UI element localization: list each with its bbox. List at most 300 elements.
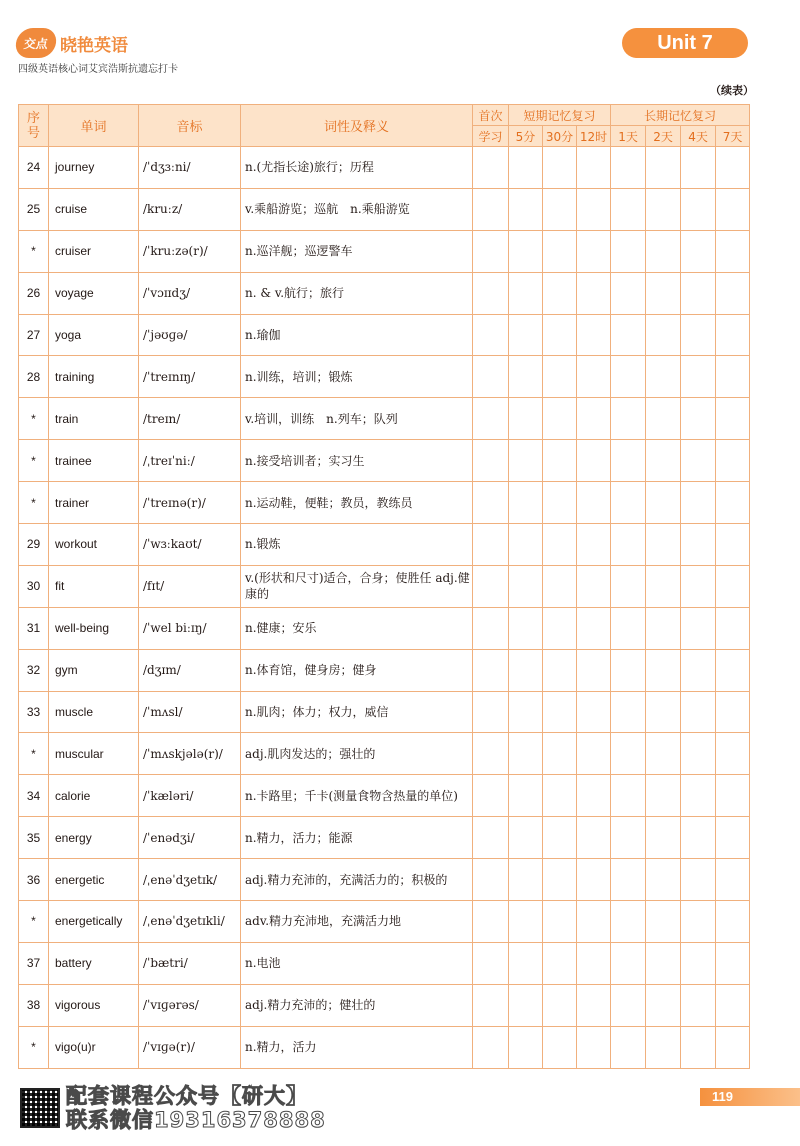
row-number: 30 [19,565,49,607]
first-study-checkbox[interactable] [473,524,509,566]
row-phonetic: /ˈvɔɪɪdʒ/ [139,272,241,314]
review-checkbox[interactable] [681,901,716,943]
review-checkbox[interactable] [543,230,577,272]
row-number: 31 [19,607,49,649]
review-checkbox[interactable] [611,607,646,649]
row-definition: n.卡路里；千卡(测量食物含热量的单位) [241,775,473,817]
row-phonetic: /ˌenəˈdʒetɪkli/ [139,901,241,943]
review-checkbox[interactable] [646,482,681,524]
review-checkbox[interactable] [543,607,577,649]
review-checkbox[interactable] [543,775,577,817]
row-number: * [19,1026,49,1068]
row-phonetic: /ˈvɪɡə(r)/ [139,1026,241,1068]
table-row [19,147,750,189]
review-checkbox[interactable] [646,356,681,398]
review-checkbox[interactable] [681,524,716,566]
review-checkbox[interactable] [716,482,750,524]
row-word: vigo(u)r [49,1026,139,1068]
row-definition: n.锻炼 [241,524,473,566]
table-row [19,817,750,859]
row-word: battery [49,942,139,984]
table-row [19,691,750,733]
review-checkbox[interactable] [716,188,750,230]
table-row [19,984,750,1026]
review-checkbox[interactable] [681,817,716,859]
review-checkbox[interactable] [646,147,681,189]
first-study-checkbox[interactable] [473,607,509,649]
row-number: 26 [19,272,49,314]
review-checkbox[interactable] [543,314,577,356]
review-checkbox[interactable] [611,188,646,230]
row-word: trainer [49,482,139,524]
review-checkbox[interactable] [577,649,611,691]
review-checkbox[interactable] [509,901,543,943]
review-checkbox[interactable] [509,649,543,691]
review-checkbox[interactable] [577,272,611,314]
row-definition: n.健康；安乐 [241,607,473,649]
review-checkbox[interactable] [716,565,750,607]
first-study-checkbox[interactable] [473,398,509,440]
first-study-checkbox[interactable] [473,984,509,1026]
review-checkbox[interactable] [646,565,681,607]
row-number: * [19,901,49,943]
footer-line-1: 配套课程公众号【研大】 [66,1084,308,1108]
continued-label: （续表） [710,84,754,97]
review-checkbox[interactable] [646,188,681,230]
row-definition: n.体育馆，健身房；健身 [241,649,473,691]
review-checkbox[interactable] [611,524,646,566]
review-checkbox[interactable] [509,398,543,440]
review-checkbox[interactable] [716,733,750,775]
row-definition: adj.精力充沛的，充满活力的；积极的 [241,859,473,901]
table-row [19,188,750,230]
review-checkbox[interactable] [543,691,577,733]
review-checkbox[interactable] [646,398,681,440]
row-phonetic: /ˈenədʒi/ [139,817,241,859]
review-checkbox[interactable] [716,859,750,901]
row-number: 38 [19,984,49,1026]
review-checkbox[interactable] [611,733,646,775]
row-word: calorie [49,775,139,817]
review-checkbox[interactable] [716,147,750,189]
review-checkbox[interactable] [646,272,681,314]
row-phonetic: /treɪn/ [139,398,241,440]
first-study-checkbox[interactable] [473,482,509,524]
review-checkbox[interactable] [577,984,611,1026]
header-index: 序 号 [19,105,49,147]
review-checkbox[interactable] [509,775,543,817]
table-row [19,775,750,817]
first-study-checkbox[interactable] [473,942,509,984]
table-row [19,942,750,984]
review-checkbox[interactable] [611,775,646,817]
review-checkbox[interactable] [577,356,611,398]
review-checkbox[interactable] [646,440,681,482]
first-study-checkbox[interactable] [473,440,509,482]
review-checkbox[interactable] [681,775,716,817]
first-study-checkbox[interactable] [473,649,509,691]
first-study-checkbox[interactable] [473,733,509,775]
row-phonetic: /ˈmʌskjələ(r)/ [139,733,241,775]
first-study-checkbox[interactable] [473,356,509,398]
review-checkbox[interactable] [611,147,646,189]
review-checkbox[interactable] [681,482,716,524]
review-checkbox[interactable] [646,314,681,356]
review-checkbox[interactable] [646,859,681,901]
row-number: * [19,482,49,524]
first-study-checkbox[interactable] [473,817,509,859]
review-checkbox[interactable] [716,607,750,649]
row-phonetic: /ˌtreɪˈniː/ [139,440,241,482]
row-number: 35 [19,817,49,859]
row-word: energetically [49,901,139,943]
review-checkbox[interactable] [716,649,750,691]
review-checkbox[interactable] [543,1026,577,1068]
header-long-term: 长期记忆复习 [611,105,750,126]
review-checkbox[interactable] [646,817,681,859]
row-number: 29 [19,524,49,566]
review-checkbox[interactable] [509,272,543,314]
review-checkbox[interactable] [509,565,543,607]
review-checkbox[interactable] [681,398,716,440]
review-checkbox[interactable] [716,230,750,272]
row-word: well-being [49,607,139,649]
table-row [19,272,750,314]
review-checkbox[interactable] [577,607,611,649]
row-definition: n.精力，活力；能源 [241,817,473,859]
review-checkbox[interactable] [577,691,611,733]
first-study-checkbox[interactable] [473,272,509,314]
row-word: journey [49,147,139,189]
review-checkbox[interactable] [611,691,646,733]
review-checkbox[interactable] [577,524,611,566]
row-phonetic: /ˈtreɪnə(r)/ [139,482,241,524]
review-checkbox[interactable] [509,859,543,901]
table-row [19,649,750,691]
review-checkbox[interactable] [509,607,543,649]
row-word: cruise [49,188,139,230]
review-checkbox[interactable] [543,524,577,566]
review-checkbox[interactable] [543,901,577,943]
review-checkbox[interactable] [716,314,750,356]
review-checkbox[interactable] [509,524,543,566]
row-word: yoga [49,314,139,356]
row-definition: n.运动鞋，便鞋；教员，教练员 [241,482,473,524]
row-definition: v.(形状和尺寸)适合，合身；使胜任 adj.健康的 [241,565,473,607]
vocabulary-table [18,104,750,1069]
review-checkbox[interactable] [509,314,543,356]
logo-badge: 交点 [14,28,58,58]
review-checkbox[interactable] [611,984,646,1026]
header-interval: 2天 [646,126,681,147]
review-checkbox[interactable] [611,314,646,356]
first-study-checkbox[interactable] [473,691,509,733]
review-checkbox[interactable] [611,440,646,482]
header-first-study-top: 首次 [473,105,509,126]
review-checkbox[interactable] [577,482,611,524]
review-checkbox[interactable] [681,440,716,482]
review-checkbox[interactable] [509,733,543,775]
review-checkbox[interactable] [611,1026,646,1068]
review-checkbox[interactable] [646,524,681,566]
review-checkbox[interactable] [681,649,716,691]
row-phonetic: /ˈwel biːɪŋ/ [139,607,241,649]
row-word: vigorous [49,984,139,1026]
review-checkbox[interactable] [611,901,646,943]
table-row [19,440,750,482]
first-study-checkbox[interactable] [473,859,509,901]
review-checkbox[interactable] [646,649,681,691]
table-row [19,607,750,649]
row-word: training [49,356,139,398]
review-checkbox[interactable] [543,817,577,859]
row-definition: n.瑜伽 [241,314,473,356]
first-study-checkbox[interactable] [473,901,509,943]
review-checkbox[interactable] [509,188,543,230]
row-phonetic: /ˈwɜːkaʊt/ [139,524,241,566]
row-phonetic: /dʒɪm/ [139,649,241,691]
review-checkbox[interactable] [646,901,681,943]
row-number: * [19,398,49,440]
review-checkbox[interactable] [543,356,577,398]
row-phonetic: /ˈdʒɜːni/ [139,147,241,189]
first-study-checkbox[interactable] [473,775,509,817]
review-checkbox[interactable] [509,482,543,524]
row-word: cruiser [49,230,139,272]
row-definition: n. & v.航行；旅行 [241,272,473,314]
table-row [19,524,750,566]
review-checkbox[interactable] [543,859,577,901]
row-number: * [19,733,49,775]
review-checkbox[interactable] [611,859,646,901]
table-row [19,1026,750,1068]
review-checkbox[interactable] [716,984,750,1026]
header-interval: 1天 [611,126,646,147]
row-phonetic: /ˌenəˈdʒetɪk/ [139,859,241,901]
review-checkbox[interactable] [509,1026,543,1068]
row-phonetic: /fɪt/ [139,565,241,607]
review-checkbox[interactable] [577,314,611,356]
row-definition: n.肌肉；体力；权力，威信 [241,691,473,733]
row-word: muscular [49,733,139,775]
review-checkbox[interactable] [509,691,543,733]
review-checkbox[interactable] [646,942,681,984]
book-subtitle: 四级英语核心词艾宾浩斯抗遗忘打卡 [18,64,178,75]
first-study-checkbox[interactable] [473,1026,509,1068]
row-phonetic: /ˈbætri/ [139,942,241,984]
table-row [19,901,750,943]
row-definition: n.(尤指长途)旅行；历程 [241,147,473,189]
row-definition: n.巡洋舰；巡逻警车 [241,230,473,272]
review-checkbox[interactable] [611,649,646,691]
review-checkbox[interactable] [509,942,543,984]
review-checkbox[interactable] [681,272,716,314]
first-study-checkbox[interactable] [473,230,509,272]
review-checkbox[interactable] [543,188,577,230]
row-definition: n.电池 [241,942,473,984]
review-checkbox[interactable] [577,901,611,943]
header-interval: 12时 [577,126,611,147]
review-checkbox[interactable] [543,440,577,482]
review-checkbox[interactable] [577,188,611,230]
row-definition: n.精力，活力 [241,1026,473,1068]
row-word: fit [49,565,139,607]
row-phonetic: /ˈjəʊɡə/ [139,314,241,356]
row-number: 25 [19,188,49,230]
review-checkbox[interactable] [577,565,611,607]
review-checkbox[interactable] [577,733,611,775]
review-checkbox[interactable] [716,272,750,314]
table-header-row [19,105,750,126]
review-checkbox[interactable] [681,188,716,230]
row-definition: adj.精力充沛的；健壮的 [241,984,473,1026]
review-checkbox[interactable] [543,984,577,1026]
header-interval: 5分 [509,126,543,147]
review-checkbox[interactable] [646,607,681,649]
table-row [19,482,750,524]
row-word: workout [49,524,139,566]
row-definition: adj.肌肉发达的；强壮的 [241,733,473,775]
table-row [19,230,750,272]
row-word: trainee [49,440,139,482]
table-row [19,356,750,398]
review-checkbox[interactable] [577,1026,611,1068]
review-checkbox[interactable] [681,607,716,649]
header-interval: 30分 [543,126,577,147]
review-checkbox[interactable] [681,314,716,356]
review-checkbox[interactable] [716,524,750,566]
review-checkbox[interactable] [611,817,646,859]
row-phonetic: /ˈtreɪnɪŋ/ [139,356,241,398]
review-checkbox[interactable] [509,230,543,272]
review-checkbox[interactable] [681,565,716,607]
first-study-checkbox[interactable] [473,565,509,607]
first-study-checkbox[interactable] [473,147,509,189]
review-checkbox[interactable] [577,230,611,272]
review-checkbox[interactable] [611,230,646,272]
row-definition: n.训练，培训；锻炼 [241,356,473,398]
review-checkbox[interactable] [509,817,543,859]
review-checkbox[interactable] [716,817,750,859]
header-phonetic: 音标 [139,105,241,147]
review-checkbox[interactable] [681,984,716,1026]
review-checkbox[interactable] [716,901,750,943]
first-study-checkbox[interactable] [473,314,509,356]
row-number: 33 [19,691,49,733]
review-checkbox[interactable] [543,272,577,314]
review-checkbox[interactable] [543,147,577,189]
review-checkbox[interactable] [509,984,543,1026]
row-word: voyage [49,272,139,314]
row-phonetic: /ˈvɪɡərəs/ [139,984,241,1026]
review-checkbox[interactable] [577,859,611,901]
review-checkbox[interactable] [577,775,611,817]
review-checkbox[interactable] [611,565,646,607]
review-checkbox[interactable] [577,942,611,984]
review-checkbox[interactable] [577,147,611,189]
table-row [19,733,750,775]
row-definition: n.接受培训者；实习生 [241,440,473,482]
review-checkbox[interactable] [681,147,716,189]
review-checkbox[interactable] [577,398,611,440]
review-checkbox[interactable] [716,775,750,817]
review-checkbox[interactable] [611,398,646,440]
review-checkbox[interactable] [716,691,750,733]
review-checkbox[interactable] [646,984,681,1026]
row-word: gym [49,649,139,691]
footer-promo [66,1084,326,1132]
review-checkbox[interactable] [646,1026,681,1068]
row-word: muscle [49,691,139,733]
header-definition: 词性及释义 [241,105,473,147]
table-row [19,565,750,607]
review-checkbox[interactable] [543,482,577,524]
row-phonetic: /ˈkruːzə(r)/ [139,230,241,272]
review-checkbox[interactable] [543,733,577,775]
review-checkbox[interactable] [509,440,543,482]
review-checkbox[interactable] [681,691,716,733]
row-word: energy [49,817,139,859]
row-number: 28 [19,356,49,398]
review-checkbox[interactable] [611,482,646,524]
review-checkbox[interactable] [646,691,681,733]
row-definition: adv.精力充沛地，充满活力地 [241,901,473,943]
review-checkbox[interactable] [509,147,543,189]
first-study-checkbox[interactable] [473,188,509,230]
table-row [19,398,750,440]
row-number: 27 [19,314,49,356]
header-interval: 7天 [716,126,750,147]
review-checkbox[interactable] [646,230,681,272]
header-short-term: 短期记忆复习 [509,105,611,126]
review-checkbox[interactable] [543,649,577,691]
review-checkbox[interactable] [681,942,716,984]
review-checkbox[interactable] [611,272,646,314]
review-checkbox[interactable] [611,356,646,398]
review-checkbox[interactable] [543,398,577,440]
row-phonetic: /kruːz/ [139,188,241,230]
review-checkbox[interactable] [646,733,681,775]
review-checkbox[interactable] [509,356,543,398]
row-number: 24 [19,147,49,189]
row-number: 37 [19,942,49,984]
review-checkbox[interactable] [716,440,750,482]
page-number: 119 [712,1089,733,1104]
review-checkbox[interactable] [716,942,750,984]
review-checkbox[interactable] [646,775,681,817]
row-number: * [19,230,49,272]
review-checkbox[interactable] [681,733,716,775]
table-row [19,859,750,901]
review-checkbox[interactable] [716,356,750,398]
review-checkbox[interactable] [681,1026,716,1068]
vocabulary-rows [19,147,750,1069]
review-checkbox[interactable] [577,440,611,482]
review-checkbox[interactable] [577,817,611,859]
review-checkbox[interactable] [716,398,750,440]
review-checkbox[interactable] [681,230,716,272]
footer-line-2: 联系微信19316378888 [66,1108,326,1132]
review-checkbox[interactable] [543,565,577,607]
review-checkbox[interactable] [681,859,716,901]
review-checkbox[interactable] [681,356,716,398]
review-checkbox[interactable] [543,942,577,984]
brand-logo [16,26,128,60]
review-checkbox[interactable] [716,1026,750,1068]
row-number: 34 [19,775,49,817]
page-header [0,0,800,80]
review-checkbox[interactable] [611,942,646,984]
